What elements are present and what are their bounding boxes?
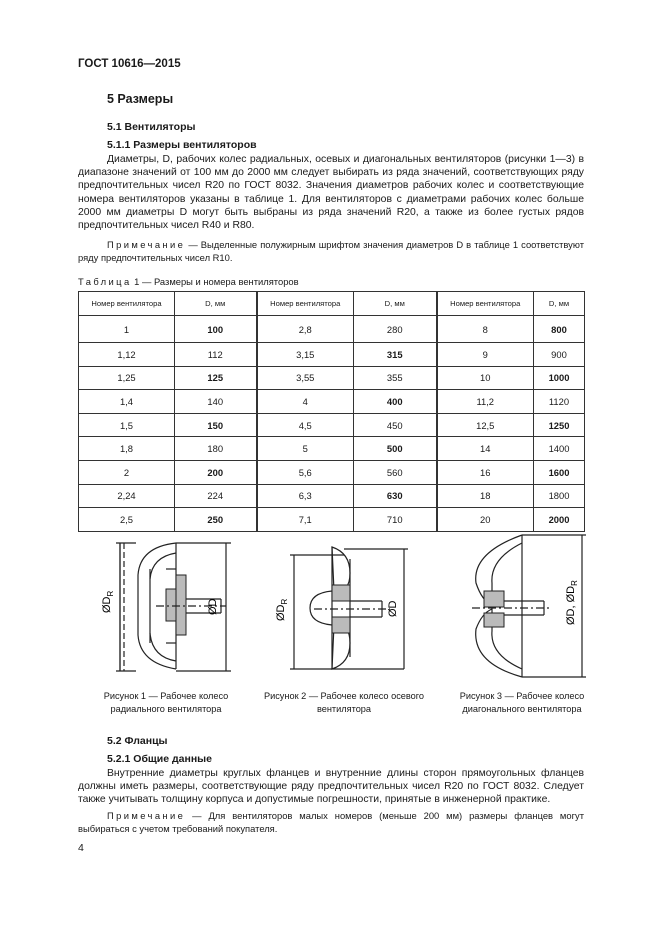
diameter-cell: 355 [354,366,437,390]
fan-number-cell: 1,4 [79,390,175,414]
fan-number-cell: 2,24 [79,484,175,508]
diameter-cell: 800 [534,316,585,343]
diameter-cell: 100 [175,316,257,343]
clause-paragraph: Диаметры, D, рабочих колес радиальных, осевых и диагональных вентиляторов (рисунки 1—3) в диапазоне значений от 100 мм до 2000 мм следует выбирать из ряда значений, соответствующих ряду предпочтительных чисел R20 по ГОСТ 8032. Значения диаметров рабочих колес и соответствующие номера вентиляторов указаны в таблице 1. Для вентиляторов с диаметрами рабочих колес больше 2000 мм диаметры D могут быть выбраны из ряда значений R20, а также из более густых рядов предпочтительных чисел R40 и R80. [78,154,584,232]
axial-impeller-drawing [254,513,434,689]
document-header: ГОСТ 10616—2015 [78,58,181,70]
fan-number-cell: 5 [257,437,354,461]
page-number: 4 [78,842,84,854]
clause-paragraph-flanges: Внутренние диаметры круглых фланцев и внутренние длины сторон прямоугольных фланцев должны иметь размеры, соответствующие ряду предпочтительных чисел R20 по ГОСТ 8032. Следует также учитывать толщину корпуса и допустимые погрешности, принятые в инженерной практике. [78,768,584,806]
subsection-title: 5.1 Вентиляторы [107,121,196,133]
diameter-cell: 112 [175,343,257,367]
figure-2-axial-impeller [254,513,434,689]
diameter-cell: 500 [354,437,437,461]
label-diameters: ØD, $ØD_R$ [565,580,579,625]
diameter-cell: 1250 [534,413,585,437]
section-title: 5 Размеры [107,92,174,106]
label-diameter: ØD [207,598,219,615]
diameter-cell: 560 [354,460,437,484]
diagonal-impeller-drawing [432,513,612,689]
fan-number-cell: 3,55 [257,366,354,390]
subsection-title-flanges: 5.2 Фланцы [107,735,168,747]
diameter-cell: 1120 [534,390,585,414]
header-cell: D, мм [175,292,257,316]
note: Примечание — Выделенные полужирным шрифтом значения диаметров D в таблице 1 соответствуют ряду предпочтительных чисел R10. [78,239,584,263]
fan-number-cell: 6,3 [257,484,354,508]
diameter-cell: 1800 [534,484,585,508]
diameter-cell: 630 [354,484,437,508]
note-flanges: Примечание — Для вентиляторов малых номеров (меньше 200 мм) размеры фланцев могут выбираться с учетом требований покупателя. [78,810,584,834]
diameter-cell: 400 [354,390,437,414]
fan-number-cell: 2,8 [257,316,354,343]
header-cell: Номер вентилятора [257,292,354,316]
fan-number-cell: 7,1 [257,508,354,532]
figure-1-caption: Рисунок 1 — Рабочее колесо радиального вентилятора [103,691,229,714]
figure-3-caption: Рисунок 3 — Рабочее колесо диагонального вентилятора [459,691,585,714]
label-diameter: ØD [387,600,399,617]
fan-number-cell: 1,8 [79,437,175,461]
figure-1-radial-impeller [76,513,256,689]
diameter-cell: 1000 [534,366,585,390]
diameter-cell: 280 [354,316,437,343]
table-row [79,437,585,461]
table-caption: Таблица 1 — Размеры и номера вентиляторов [78,276,299,287]
fan-number-cell: 1,25 [79,366,175,390]
fan-number-cell: 4,5 [257,413,354,437]
fan-number-cell: 9 [437,343,534,367]
fan-number-cell: 18 [437,484,534,508]
diameter-cell: 900 [534,343,585,367]
fan-number-cell: 1 [79,316,175,343]
diameter-cell: 180 [175,437,257,461]
fan-number-cell: 3,15 [257,343,354,367]
fan-number-cell: 2 [79,460,175,484]
diameter-cell: 125 [175,366,257,390]
table-row [79,343,585,367]
table-row [79,316,585,343]
fan-size-table [78,291,585,532]
diameter-cell: 200 [175,460,257,484]
figure-2-caption: Рисунок 2 — Рабочее колесо осевого вентилятора [263,691,425,714]
label-diameter-r: $ØD_R$ [275,598,289,621]
header-cell: D, мм [534,292,585,316]
header-cell: Номер вентилятора [79,292,175,316]
fan-number-cell: 14 [437,437,534,461]
fan-number-cell: 8 [437,316,534,343]
diameter-cell: 315 [354,343,437,367]
diameter-cell: 224 [175,484,257,508]
diameter-cell: 150 [175,413,257,437]
diameter-cell: 250 [175,508,257,532]
table-row [79,413,585,437]
diameter-cell: 140 [175,390,257,414]
fan-number-cell: 20 [437,508,534,532]
table-row [79,484,585,508]
diameter-cell: 1400 [534,437,585,461]
diameter-cell: 2000 [534,508,585,532]
table-header-row [79,292,585,316]
diameter-cell: 710 [354,508,437,532]
table-row [79,390,585,414]
label-diameter-r: $ØD_R$ [101,590,115,613]
fan-number-cell: 5,6 [257,460,354,484]
fan-number-cell: 11,2 [437,390,534,414]
table-row [79,366,585,390]
clause-title: 5.1.1 Размеры вентиляторов [107,139,257,151]
fan-number-cell: 2,5 [79,508,175,532]
diameter-cell: 1600 [534,460,585,484]
clause-title-general: 5.2.1 Общие данные [107,753,212,765]
fan-number-cell: 4 [257,390,354,414]
fan-number-cell: 1,12 [79,343,175,367]
figure-3-diagonal-impeller [432,513,612,689]
diameter-cell: 450 [354,413,437,437]
fan-number-cell: 10 [437,366,534,390]
fan-number-cell: 1,5 [79,413,175,437]
fan-number-cell: 12,5 [437,413,534,437]
header-cell: Номер вентилятора [437,292,534,316]
table-row [79,460,585,484]
header-cell: D, мм [354,292,437,316]
fan-number-cell: 16 [437,460,534,484]
radial-impeller-drawing [76,513,256,689]
